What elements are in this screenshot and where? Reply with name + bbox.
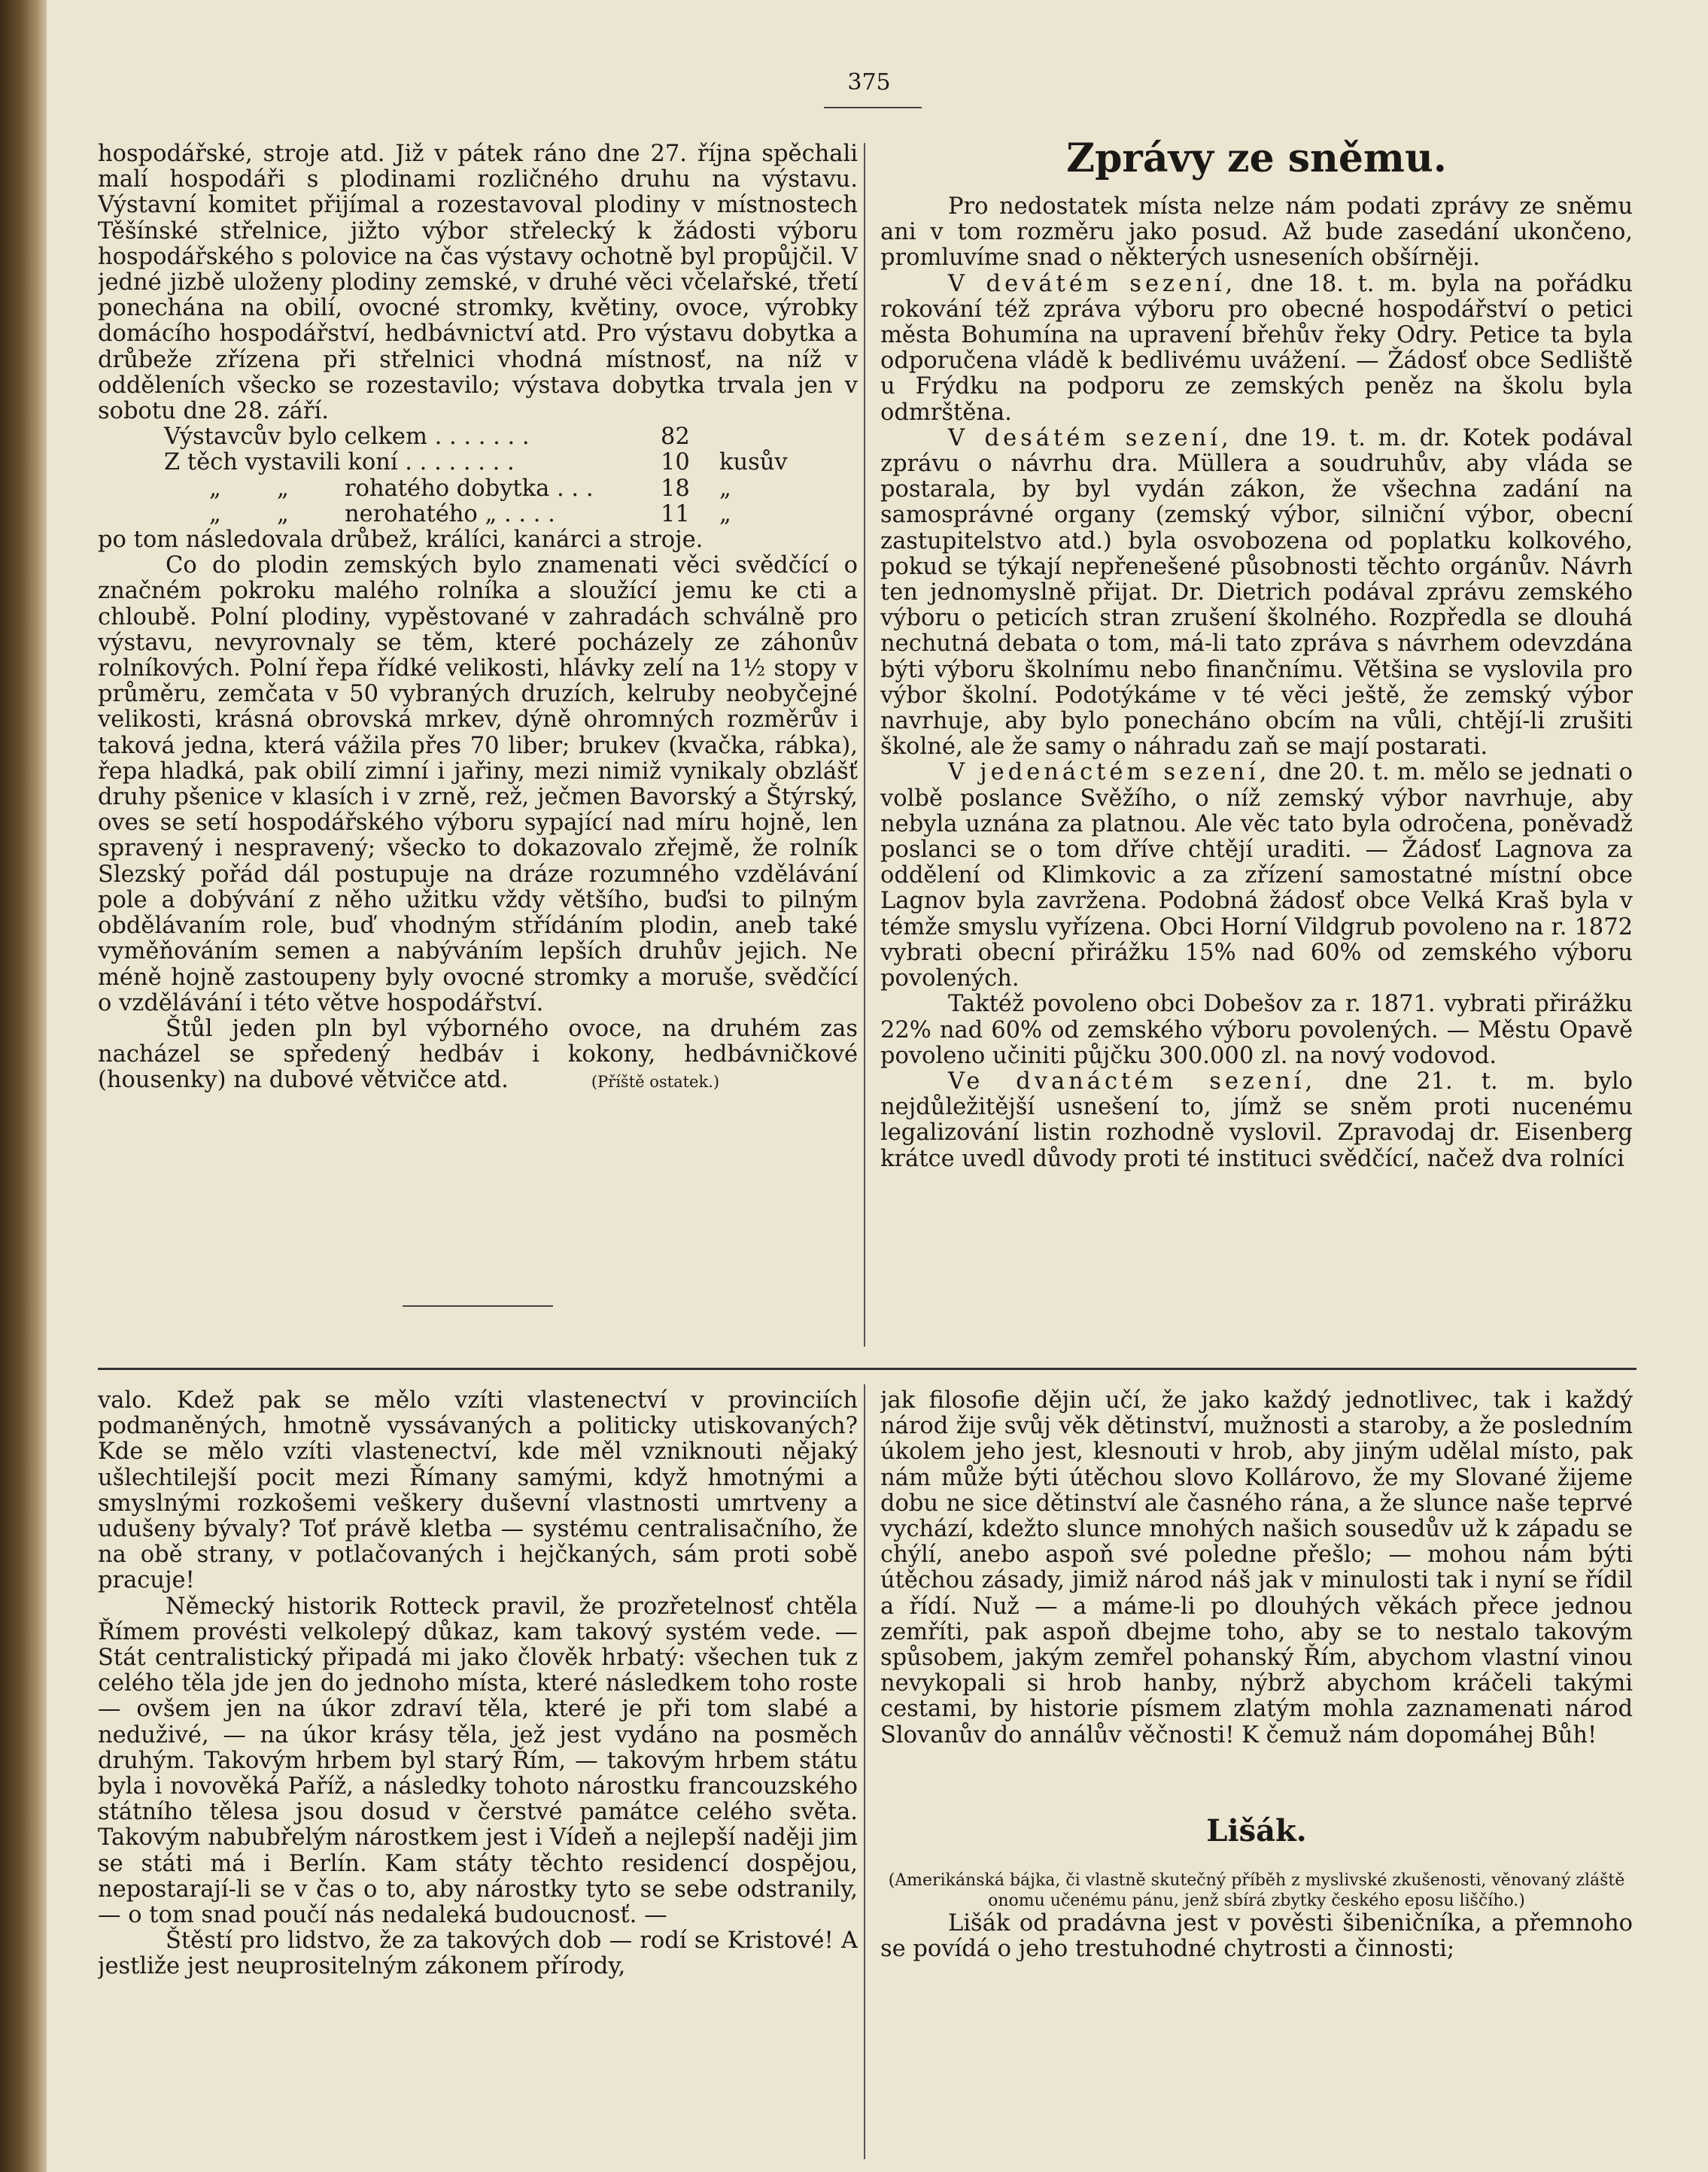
stats-label: Výstavcův bylo celkem . . . . . . . (164, 424, 530, 451)
ditto-mark: „ (719, 475, 731, 502)
column-essay-continued (880, 1388, 1633, 2155)
column-divider-bottom (864, 1384, 865, 2159)
ditto-mark: „ (277, 475, 289, 502)
article-title-lisak: Lišák. (1206, 1812, 1307, 1848)
session-text: dne 21. t. m. bylo nejdůležitější usnešení to, jímž se sněm proti nucenému legalizování listin rozhodně vyslovil. Zpravodaj dr. Eisenberg krátce uvedl důvody proti té instituci svědčící, načež dva rolníci (880, 1068, 1633, 1172)
session-text: dne 19. t. m. dr. Kotek podával zprávu o návrhu dra. Müllera a soudruhův, aby vláda se postarala, by byl vydán zákon, že všechna zadání na samosprávné organy (zemský výbor, silniční výbor, obecní zastupitelstvo atd.) byla osvobozena od poplatku kolkového, pokud se týkají nepřenešené působnosti těchto orgánův. Návrh ten jednomyslně přijat. Dr. Dietrich podával zprávu zemského výboru o peticích stran zrušení školného. Rozpředla se dlouhá nechutná debata o tom, má-li tato zpráva s návrhem odevzdána býti výboru školnímu nebo finančnímu. Většina se vyslovila pro výbor školní. Podotýkáme v té věci ještě, že zemský výbor navrhuje, aby bylo ponecháno obcím na vůli, chtějí-li zrušiti školné, ale že samy o náhradu zaň se mají postarati. (880, 424, 1633, 761)
exhibitor-stats (164, 424, 858, 527)
session-text: dne 18. t. m. byla na pořádku rokování též zpráva výboru pro obecné hospodářství o petici města Bohumína na upravení břehův řeky Odry. Petice ta byla odporučena vládě k bedlivému uvážení. — Žádosť obce Sedliště u Frýdku na podporu ze zemských peněz na školu byla odmrštěna. (880, 270, 1633, 426)
stats-label: nerohatého „ . . . . (345, 500, 555, 527)
page-number-rule (824, 107, 922, 108)
page-number: 375 (847, 69, 891, 96)
article-title-sneme: Zprávy ze sněmu. (1066, 135, 1447, 181)
article-subtitle-lisak: (Amerikánská bájka, či vlastně skutečný příběh z myslivské zkušenosti, věnovaný zláště onomu učenému pánu, jenž sbírá zbytky českého eposu liščího.) (888, 1870, 1625, 1910)
stats-row (164, 476, 858, 502)
column-essay (98, 1388, 858, 2155)
stats-summary: po tom následovala drůbež, králíci, kanárci a stroje. (98, 527, 704, 554)
stats-unit: kusův (719, 449, 788, 476)
essay-paragraph-2: Německý historik Rotteck pravil, že prozřetelnosť chtěla Římem provésti velkolepý důkaz, kam takový systém vede. — Stát centralistický připadá mi jako člověk hrbatý: všechen tuk z celého těla jde jen do jednoho místa, které následkem toho roste — ovšem jen na úkor zdraví těla, které je při tom slabé a neduživé, — na úkor krásy těla, jež jest vydáno na posměch druhým. Takovým hrbem byl starý Řím, — takovým hrbem státu byla i novověká Paříž, a následky tohoto nárostku francouzského státního tělesa jsou dosud v čerstvé památce celého světa. Takovým nabubřelým nárostkem jest i Vídeň a nejlepší naději jim se státi má i Berlín. Kam státy těchto residencí dospějou, nepostarají-li se v čas o to, aby nárostky tyto se sebe odstranily, — o tom snad poučí nás nedaleká budoucnosť. — (98, 1593, 858, 1929)
session-text: dne 20. t. m. mělo se jednati o volbě poslance Svěžího, o níž zemský výbor navrhuje, aby nebyla uznána za platnou. Ale věc tato byla odročena, poněvadž poslanci se o tom dříve chtějí uraditi. — Žádosť Lagnova za oddělení od Klimkovic a za zřízení samostatné místní obce Lagnov byla zavržena. Podobná žádosť obce Velká Kraš byla v témže smyslu vyřízena. Obci Horní Vildgrub povoleno na r. 1872 vybrati obecní přirážku 15% nad 60% od zemského výboru povolených. (880, 759, 1633, 992)
session-lead: V desátém sezení, (948, 424, 1232, 451)
lisak-paragraph-1: Lišák od pradávna jest v pověsti šibeničníka, a přemnoho se povídá o jeho trestuhodné chytrosti a činnosti; (880, 1909, 1633, 1963)
stats-label: rohatého dobytka . . . (345, 475, 594, 502)
stats-row (164, 424, 858, 450)
article-end-rule (403, 1305, 553, 1307)
stats-row (164, 450, 858, 475)
parliament-intro: Pro nedostatek místa nelze nám podati zprávy ze sněmu ani v tom rozměru jako posud. Až bude zasedání ukončeno, promluvíme snad o některých usneseních obšírněji. (880, 194, 1633, 272)
column-exhibition (98, 141, 858, 1255)
continued-note: (Příště ostatek.) (591, 1073, 720, 1092)
stats-row (164, 502, 858, 527)
column-divider-top (864, 143, 865, 1347)
essay-paragraph-4: jak filosofie dějin učí, že jako každý jednotlivec, tak i každý národ žije svůj věk dětinství, mužnosti a staroby, a že posledním úkolem jeho jest, klesnouti v hrob, aby jiným udělal místo, pak nám může býti útěchou slovo Kollárovo, že my Slované žijeme dobu ne sice dětinství ale časného rána, a že slunce naše teprvé vychází, kdežto slunce mnohých našich sousedův už k západu se chýlí, anebo aspoň své poledne přešlo; — mohou nám býti útěchou zásady, jimiž národ náš jak v minulosti tak i nyní se řídil a řídí. Nuž — a máme-li po dlouhých věkách přece jednou zemříti, pak aspoň dbejme toho, aby se to nestalo takovým spůsobem, jakým zemřel pohanský Řím, abychom vlastní vinou nevykopali si hrob hanby, nýbrž abychom kráčeli takými cestami, by historie písmem zlatým mohla zaznamenati národ Slovanův do annálův věčnosti! K čemuž nám dopomáhej Bůh! (880, 1388, 1633, 1748)
column-parliament (880, 194, 1633, 1356)
ditto-mark: „ (719, 500, 731, 527)
horizontal-divider (98, 1368, 1637, 1370)
session-lead: V jedenáctém sezení, (948, 759, 1271, 786)
stats-value: 11 (661, 500, 690, 527)
ditto-mark: „ (209, 475, 221, 502)
exhibition-paragraph-3: Štůl jeden pln byl výborného ovoce, na druhém zas nacházel se spředený hedbáv i kokony, hedbávničkové (housenky) na dubové větvičce atd. (98, 1015, 858, 1094)
session-lead: Ve dvanáctém sezení, (948, 1068, 1317, 1095)
essay-paragraph-1: valo. Kdež pak se mělo vzíti vlastenectví v provinciích podmaněných, hmotně vyssávaných a politicky utiskovaných? Kde se mělo vzíti vlastenectví, kde měl vzniknouti nějaký ušlechtilejší pocit mezi Římany samými, když hmotnými a smyslnými rozkošemi veškery duševní vlastnosti umrtveny a udušeny bývaly? Toť právě kletba — systému centralisačního, že na obě strany, v potlačovaných i hejčkaných, sám proti sobě pracuje! (98, 1388, 858, 1594)
stats-value: 82 (661, 424, 690, 451)
exhibition-paragraph-2: Co do plodin zemských bylo znamenati věci svědčící o značném pokroku malého rolníka a sloužící jemu ke cti a chloubě. Polní plodiny, vypěstované v zahradách schválně pro výstavu, nevyrovnaly se těm, které pocházely ze záhonův rolníkových. Polní řepa řídké velikosti, hlávky zelí na 1½ stopy v průměru, zemčata v 50 vybraných druzích, kelruby neobyčejné velikosti, krásná obrovská mrkev, dýně ohromných rozměrův i taková jedna, která vážila přes 70 liber; brukev (kvačka, rábka), řepa hladká, pak obilí zimní i jařiny, mezi nimiž vynikaly obzlášť druhy pšenice v klasích i v zrně, rež, ječmen Bavorský a Štýrský, oves se setí hospodářského výboru sypající nad míru hojně, len spravený i nespravený; všecko to dokazovalo zřejmě, že rolník Slezský pořád dál postupuje na dráze rozumného vzdělávání pole a dobývání z něho užitku vždy většího, buďsi to pilným obdělávaním role, buď vhodným střídáním plodin, aneb také vyměňováním semen a nabýváním lepších druhův jejich. Ne méně hojně zastoupeny byly ovocné stromky a moruše, svědčící o vzdělávání i této větve hospodářství. (98, 552, 858, 1016)
ditto-mark: „ (209, 500, 221, 527)
session-text: Taktéž povoleno obci Dobešov za r. 1871. vybrati přirážku 22% nad 60% od zemského výboru povolených. — Městu Opavě povoleno učiniti půjčku 300.000 zl. na nový vodovod. (880, 991, 1633, 1069)
ditto-mark: „ (277, 500, 289, 527)
essay-paragraph-3: Štěstí pro lidstvo, že za takových dob — rodí se Kristové! A jestliže jest neuprositelným zákonem přírody, (98, 1927, 858, 1980)
session-lead: V devátém sezení, (948, 270, 1237, 297)
stats-value: 10 (661, 449, 690, 476)
exhibition-paragraph-1: hospodářské, stroje atd. Již v pátek ráno dne 27. října spěchali malí hospodáři s plodinami rozličného druhu na výstavu. Výstavní komitet přijímal a rozestavoval plodiny v místnostech Těšínské střelnice, jižto výbor střelecký k žádosti výboru hospodářského s polovice na čas výstavy ochotně byl propůjčil. V jedné jizbě uloženy plodiny zemské, v druhé věci včelařské, třetí ponechána na obilí, ovocné stromky, květiny, ovoce, výrobky domácího hospodářství, hedbávnictví atd. Pro výstavu dobytka a drůbeže zřízena při střelnici vhodná místnosť, na níž v odděleních všecko se rozestavilo; výstava dobytka trvala jen v sobotu dne 28. září. (98, 141, 858, 425)
book-spine-shadow (0, 0, 47, 2172)
stats-value: 18 (661, 475, 690, 502)
stats-label: Z těch vystavili koní . . . . . . . . (164, 449, 515, 476)
